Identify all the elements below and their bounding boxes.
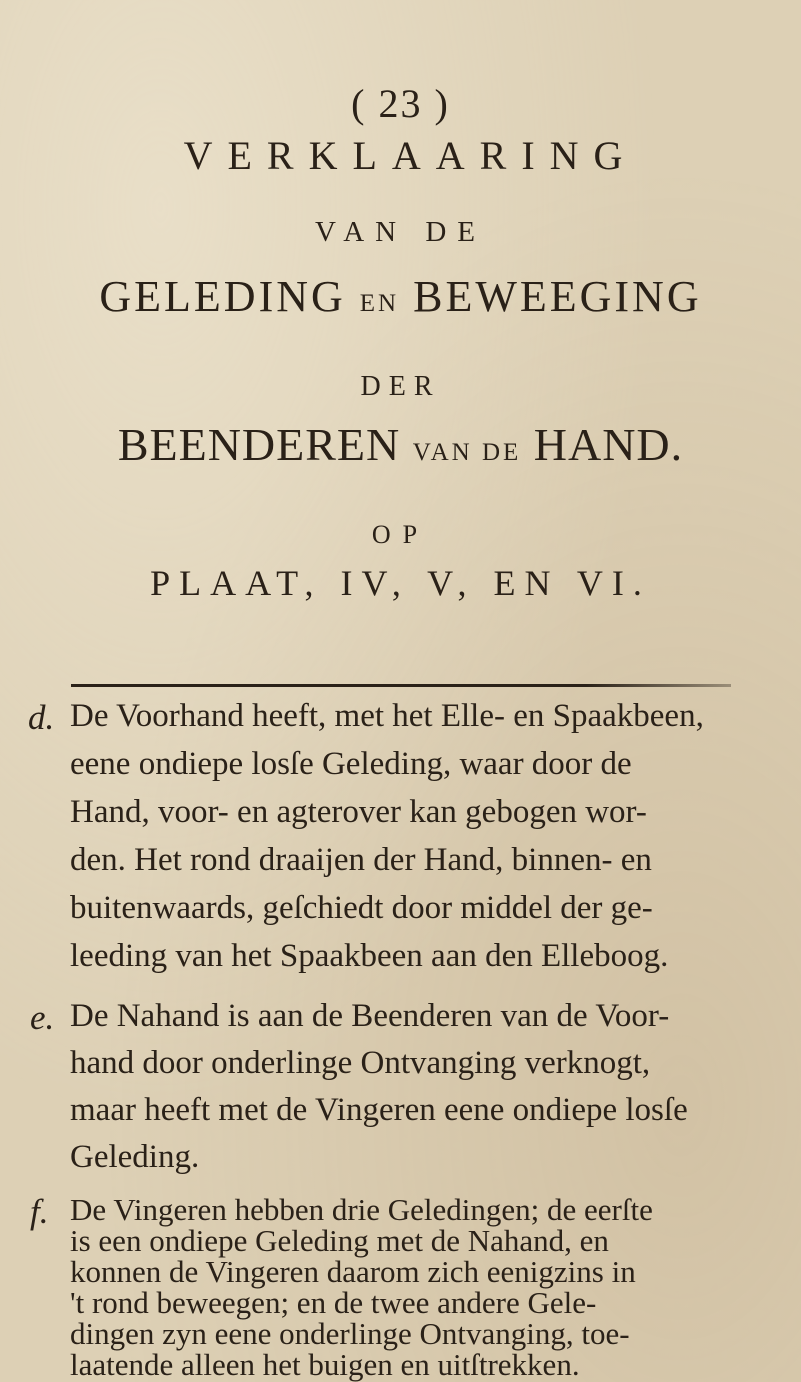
paragraph-line: 't rond beweegen; en de twee andere Gele-	[70, 1285, 597, 1320]
title-line-5-word-1: BEENDEREN	[117, 419, 401, 470]
paragraph-line: Hand, voor- en agterover kan gebogen wor-	[70, 794, 647, 830]
title-line-3	[0, 271, 801, 322]
paragraph-line: hand door onderlinge Ontvanging verknogt,	[70, 1045, 651, 1081]
paragraph-line: den. Het rond draaijen der Hand, binnen- en	[70, 842, 652, 878]
paragraph-marker: d.	[28, 698, 55, 737]
paragraph-line: De Vingeren hebben drie Geledingen; de eerſte	[70, 1192, 653, 1227]
paragraph-line: laatende alleen het buigen en uitſtrekken.	[70, 1347, 580, 1382]
title-line-3-word-2: BEWEEGING	[413, 272, 702, 321]
paragraph-marker: e.	[30, 998, 55, 1037]
title-line-3-conjunction: EN	[359, 290, 400, 317]
title-line-5-word-2: HAND.	[533, 419, 684, 470]
title-line-1: VERKLAARING	[183, 133, 638, 178]
title-line-6: OP	[371, 520, 430, 549]
paragraph-line: konnen de Vingeren daarom zich eenigzins in	[70, 1254, 636, 1289]
title-line-5	[0, 418, 801, 471]
paragraph-line: Geleding.	[70, 1139, 200, 1175]
title-line-4: DER	[360, 371, 441, 402]
paragraph-marker: f.	[30, 1192, 49, 1231]
paragraph-line: dingen zyn eene onderlinge Ontvanging, toe-	[70, 1316, 630, 1351]
title-line-7: PLAAT, IV, V, EN VI.	[150, 563, 651, 603]
paragraph-line: buitenwaards, geſchiedt door middel der ge-	[70, 890, 653, 926]
paragraph-line: eene ondiepe losſe Geleding, waar door de	[70, 746, 632, 782]
paragraph-line: De Voorhand heeft, met het Elle- en Spaakbeen,	[70, 698, 704, 734]
title-line-5-preposition: VAN DE	[412, 439, 522, 466]
page-number: ( 23 )	[351, 81, 450, 126]
paragraph-line: leeding van het Spaakbeen aan den Elleboog.	[70, 938, 669, 974]
paragraph-line: De Nahand is aan de Beenderen van de Voor-	[70, 998, 670, 1034]
title-line-3-word-1: GELEDING	[99, 272, 346, 321]
paragraph-line: is een ondiepe Geleding met de Nahand, en	[70, 1223, 609, 1258]
paragraph-line: maar heeft met de Vingeren eene ondiepe losſe	[70, 1092, 688, 1128]
divider-rule	[71, 684, 731, 687]
title-line-2: VAN DE	[315, 216, 486, 248]
